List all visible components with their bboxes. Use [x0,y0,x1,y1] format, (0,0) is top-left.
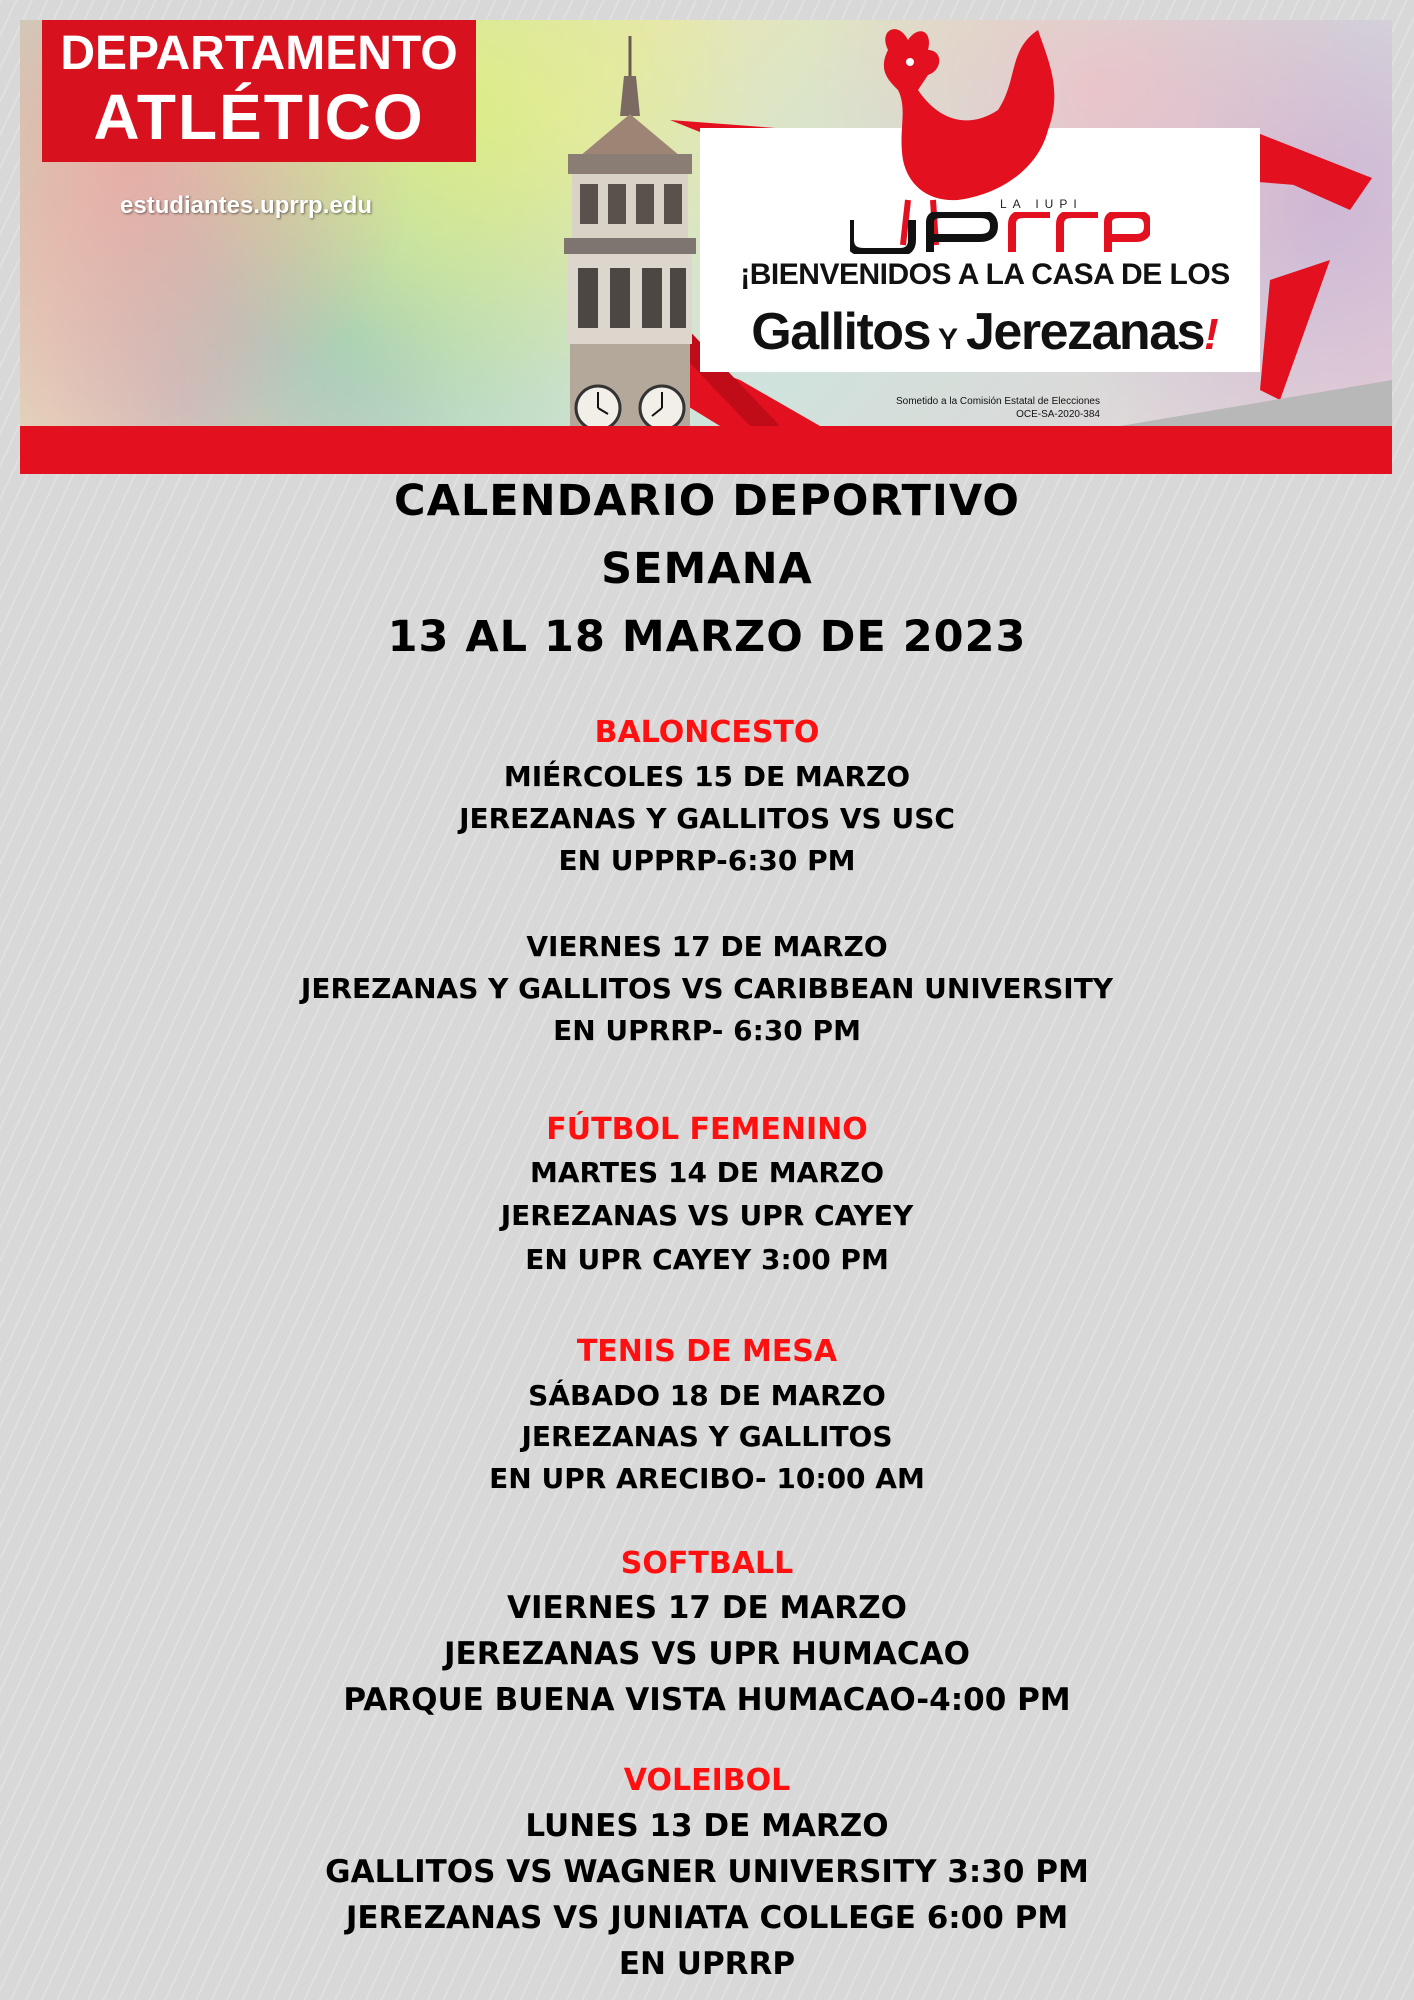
page-title-line2: SEMANA [601,544,813,594]
baloncesto-game1-venue: EN UPPRP-6:30 PM [558,844,856,877]
baloncesto-game2-date: VIERNES 17 DE MARZO [526,930,888,963]
tenis-date: SÁBADO 18 DE MARZO [528,1379,886,1412]
futbol-matchup: JEREZANAS VS UPR CAYEY [500,1199,914,1232]
welcome-text: ¡BIENVENIDOS A LA CASA DE LOS [740,258,1230,291]
department-line2: ATLÉTICO [93,81,425,153]
teams-text [710,302,1260,362]
tenis-venue: EN UPR ARECIBO- 10:00 AM [489,1462,925,1495]
election-disclaimer [820,395,1100,421]
disclaimer-line2: OCE-SA-2020-384 [1016,409,1100,420]
section-heading-tenis: TENIS DE MESA [576,1334,838,1369]
softball-venue: PARQUE BUENA VISTA HUMACAO-4:00 PM [343,1682,1071,1718]
uprrp-logo-icon [850,212,1150,254]
section-heading-baloncesto: BALONCESTO [594,715,820,750]
voleibol-date: LUNES 13 DE MARZO [525,1808,889,1844]
team-b-name: Jerezanas [966,303,1205,361]
logo-small-text: LA IUPI [1000,197,1083,211]
futbol-date: MARTES 14 DE MARZO [529,1156,884,1189]
voleibol-matchup1: GALLITOS VS WAGNER UNIVERSITY 3:30 PM [325,1854,1089,1890]
softball-matchup: JEREZANAS VS UPR HUMACAO [443,1636,970,1672]
section-heading-voleibol: VOLEIBOL [623,1763,791,1798]
team-a-name: Gallitos [751,303,930,361]
baloncesto-game2-matchup: JEREZANAS Y GALLITOS VS CARIBBEAN UNIVERSITY [300,972,1114,1005]
baloncesto-game1-matchup: JEREZANAS Y GALLITOS VS USC [459,802,955,835]
tenis-matchup: JEREZANAS Y GALLITOS [521,1420,893,1453]
page-title-line3: 13 AL 18 MARZO DE 2023 [387,612,1027,662]
baloncesto-game2-venue: EN UPRRP- 6:30 PM [553,1014,861,1047]
department-logo-box [42,20,476,162]
futbol-venue: EN UPR CAYEY 3:00 PM [525,1243,889,1276]
page-title-line1: CALENDARIO DEPORTIVO [394,476,1020,526]
section-heading-softball: SOFTBALL [620,1546,794,1581]
website-url: estudiantes.uprrp.edu [120,192,373,219]
section-heading-futbol: FÚTBOL FEMENINO [546,1112,868,1147]
voleibol-venue: EN UPRRP [618,1946,796,1982]
department-line1: DEPARTAMENTO [60,27,458,80]
disclaimer-line1: Sometido a la Comisión Estatal de Elecciones [896,396,1100,407]
header-banner [20,20,1392,474]
banner-red-bar [20,426,1392,474]
baloncesto-game1-date: MIÉRCOLES 15 DE MARZO [503,760,911,793]
exclamation-mark: ! [1204,310,1219,359]
team-conjunction: Y [938,323,959,356]
softball-date: VIERNES 17 DE MARZO [507,1590,907,1626]
voleibol-matchup2: JEREZANAS VS JUNIATA COLLEGE 6:00 PM [345,1900,1069,1936]
